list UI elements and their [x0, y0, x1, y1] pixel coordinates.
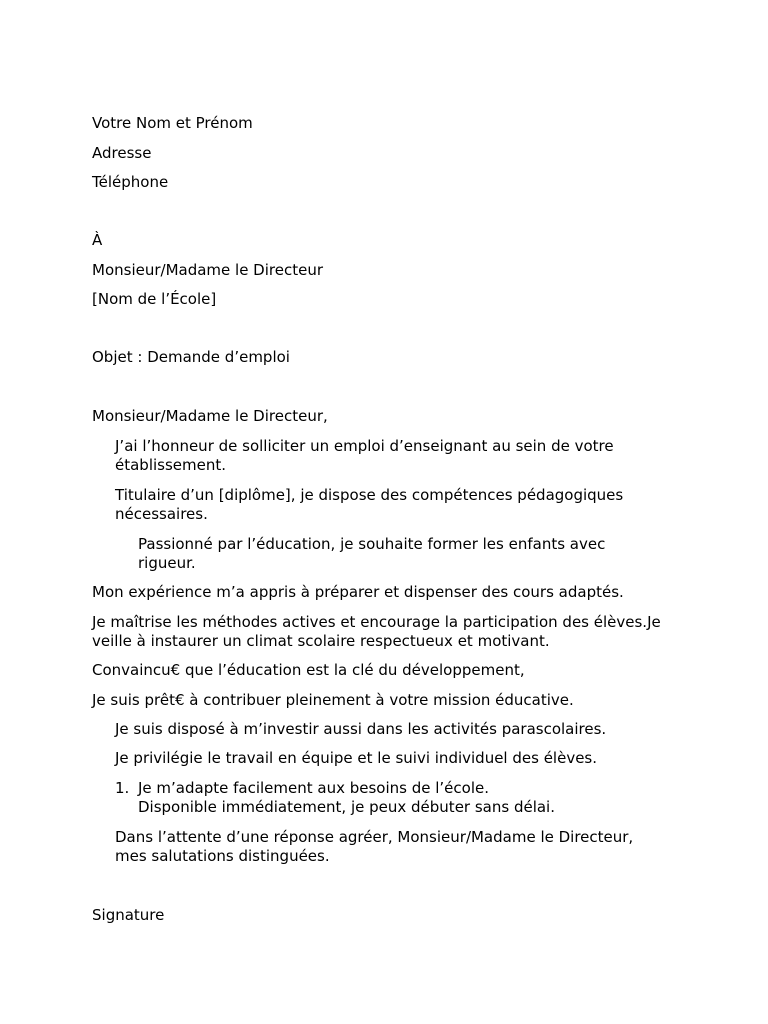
- sender-phone: Téléphone: [92, 173, 169, 191]
- paragraph: Je suis prêt€ à contribuer pleinement à votre mission éducative.: [92, 691, 574, 709]
- list-item: [138, 779, 678, 817]
- signature: Signature: [92, 906, 165, 924]
- list-number: 1.: [115, 779, 130, 797]
- paragraph: Mon expérience m’a appris à préparer et dispenser des cours adaptés.: [92, 583, 624, 601]
- recipient-to: À: [92, 231, 103, 249]
- paragraph: Titulaire d’un [diplôme], je dispose des compétences pédagogiques nécessaires.: [115, 486, 624, 523]
- sender-name: Votre Nom et Prénom: [92, 114, 253, 132]
- closing-paragraph: Dans l’attente d’une réponse agréer, Monsieur/Madame le Directeur, mes salutations distinguées.: [115, 828, 634, 865]
- recipient-title: Monsieur/Madame le Directeur: [92, 261, 323, 279]
- paragraph: Je privilégie le travail en équipe et le suivi individuel des élèves.: [115, 749, 598, 767]
- paragraph: Je maîtrise les méthodes actives et encourage la participation des élèves.Je veille à instaurer un climat scolaire respectueux et motivant.: [92, 613, 661, 650]
- list-item-line: Je m’adapte facilement aux besoins de l’école.: [138, 779, 489, 797]
- list-item-line: Disponible immédiatement, je peux débuter sans délai.: [138, 798, 555, 816]
- paragraph: Passionné par l’éducation, je souhaite former les enfants avec rigueur.: [138, 535, 606, 572]
- paragraph: Je suis disposé à m’investir aussi dans les activités parascolaires.: [115, 720, 607, 738]
- subject-line: Objet : Demande d’emploi: [92, 348, 290, 366]
- recipient-school: [Nom de l’École]: [92, 290, 217, 308]
- salutation: Monsieur/Madame le Directeur,: [92, 407, 328, 425]
- paragraph: Convaincu€ que l’éducation est la clé du développement,: [92, 661, 525, 679]
- sender-address: Adresse: [92, 144, 152, 162]
- paragraph: J’ai l’honneur de solliciter un emploi d’enseignant au sein de votre établissement.: [115, 437, 614, 474]
